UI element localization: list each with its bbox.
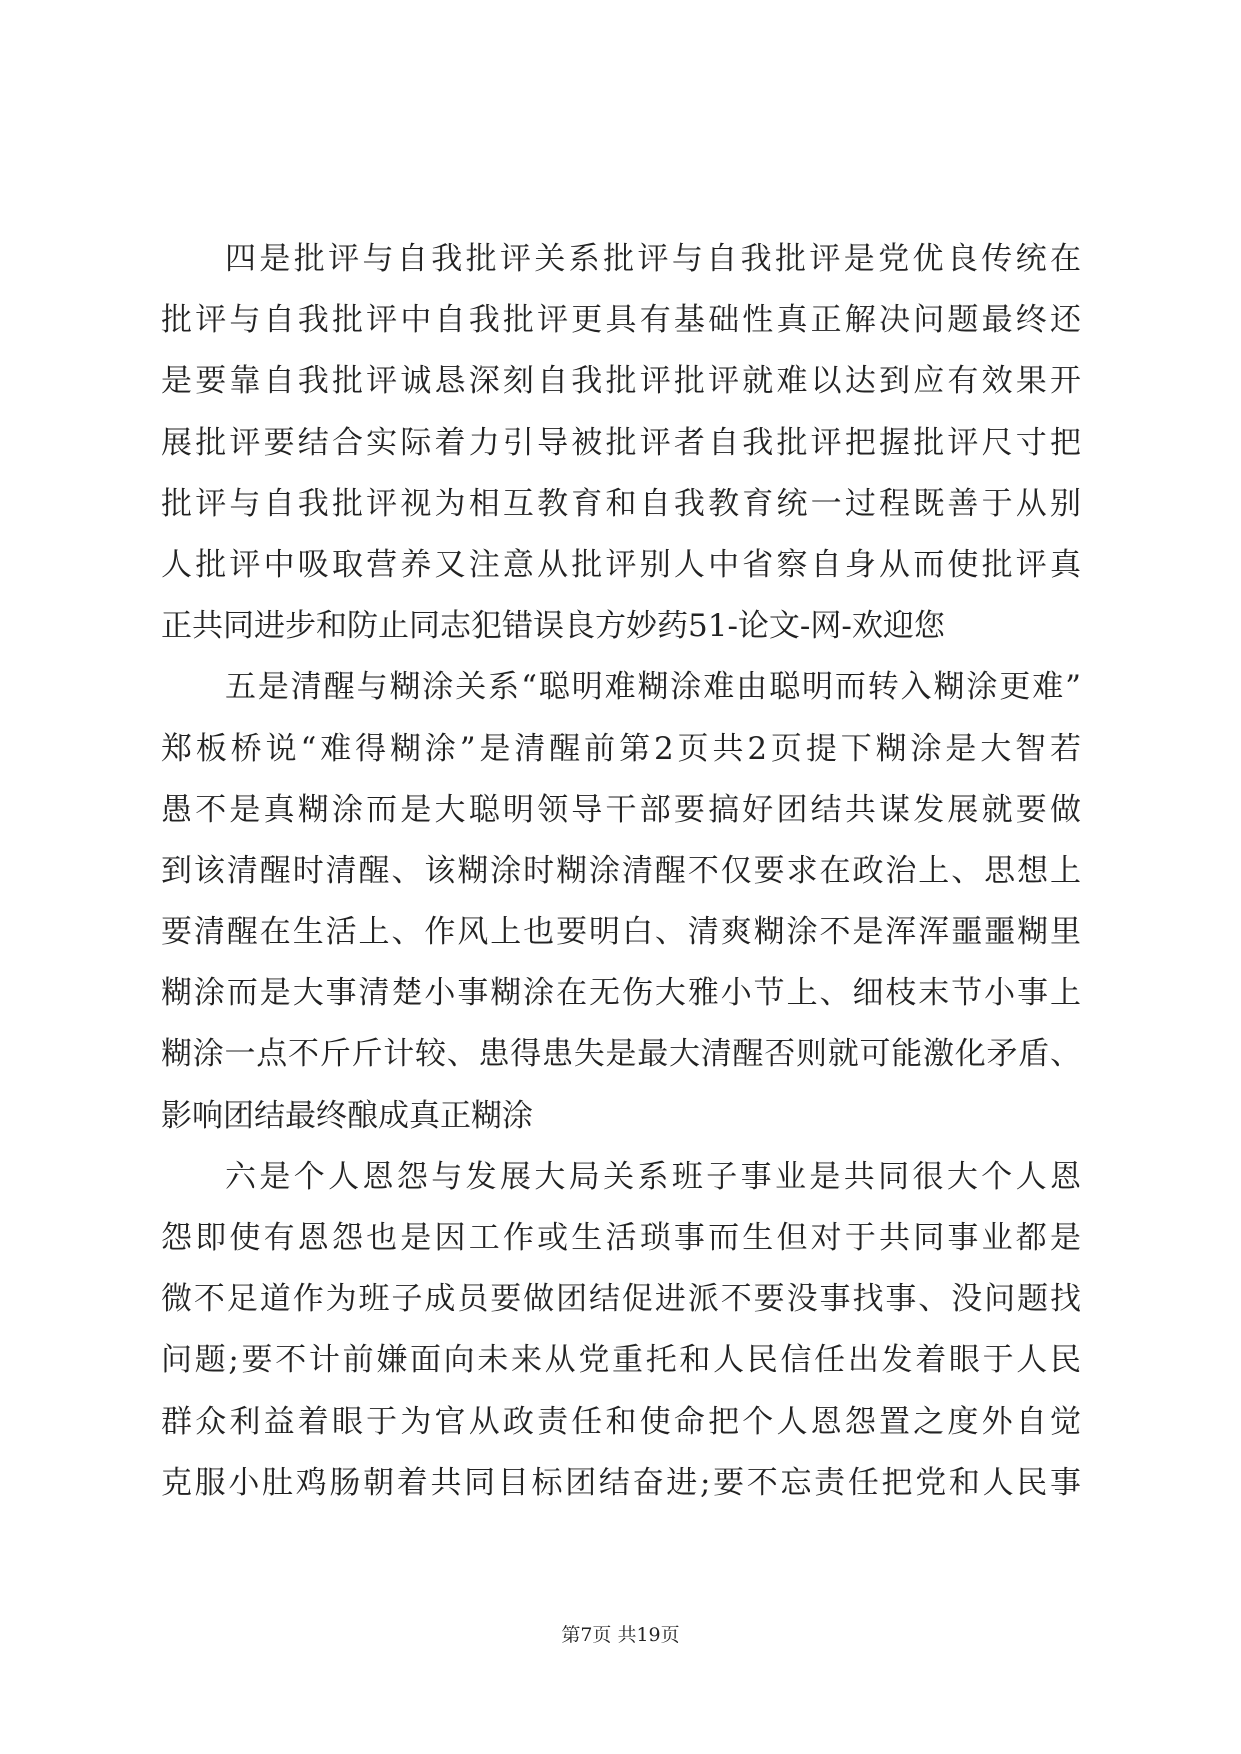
paragraph-3-line-5: 群众利益着眼于为官从政责任和使命把个人恩怨置之度外自觉 (161, 1403, 1081, 1440)
paragraph-1-line-7: 正共同进步和防止同志犯错误良方妙药51-论文-网-欢迎您 (161, 608, 945, 645)
paragraph-2-line-2: 郑板桥说“难得糊涂”是清醒前第2页共2页提下糊涂是大智若 (161, 730, 1081, 767)
paragraph-1-line-5: 批评与自我批评视为相互教育和自我教育统一过程既善于从别 (161, 485, 1081, 522)
paragraph-3-line-3: 微不足道作为班子成员要做团结促进派不要没事找事、没问题找 (161, 1281, 1081, 1318)
page-number-label: 第7页 共19页 (561, 1624, 680, 1646)
body-text (161, 229, 1081, 1514)
paragraph-2-line-1: 五是清醒与糊涂关系“聪明难糊涂难由聪明而转入糊涂更难” (225, 669, 1081, 706)
paragraph-2-line-4: 到该清醒时清醒、该糊涂时糊涂清醒不仅要求在政治上、思想上 (161, 852, 1081, 889)
paragraph-1-line-3: 是要靠自我批评诚恳深刻自我批评批评就难以达到应有效果开 (161, 363, 1081, 400)
paragraph-1-line-2: 批评与自我批评中自我批评更具有基础性真正解决问题最终还 (161, 302, 1081, 339)
paragraph-3-line-4: 问题;要不计前嫌面向未来从党重托和人民信任出发着眼于人民 (161, 1342, 1081, 1379)
page-footer (0, 1620, 1241, 1647)
paragraph-3-line-1: 六是个人恩怨与发展大局关系班子事业是共同很大个人恩 (225, 1158, 1081, 1195)
paragraph-1-line-4: 展批评要结合实际着力引导被批评者自我批评把握批评尺寸把 (161, 424, 1081, 461)
paragraph-2-line-6: 糊涂而是大事清楚小事糊涂在无伤大雅小节上、细枝末节小事上 (161, 975, 1081, 1012)
paragraph-1-line-6: 人批评中吸取营养又注意从批评别人中省察自身从而使批评真 (161, 546, 1081, 583)
paragraph-3-line-6: 克服小肚鸡肠朝着共同目标团结奋进;要不忘责任把党和人民事 (161, 1464, 1081, 1501)
paragraph-2-line-5: 要清醒在生活上、作风上也要明白、清爽糊涂不是浑浑噩噩糊里 (161, 914, 1081, 951)
paragraph-2-line-8: 影响团结最终酿成真正糊涂 (161, 1097, 533, 1134)
paragraph-1-line-1: 四是批评与自我批评关系批评与自我批评是党优良传统在 (225, 241, 1081, 277)
paragraph-2-line-7: 糊涂一点不斤斤计较、患得患失是最大清醒否则就可能激化矛盾、 (161, 1036, 1081, 1073)
paragraph-2-line-3: 愚不是真糊涂而是大聪明领导干部要搞好团结共谋发展就要做 (161, 791, 1081, 828)
paragraph-3-line-2: 怨即使有恩怨也是因工作或生活琐事而生但对于共同事业都是 (161, 1220, 1081, 1256)
